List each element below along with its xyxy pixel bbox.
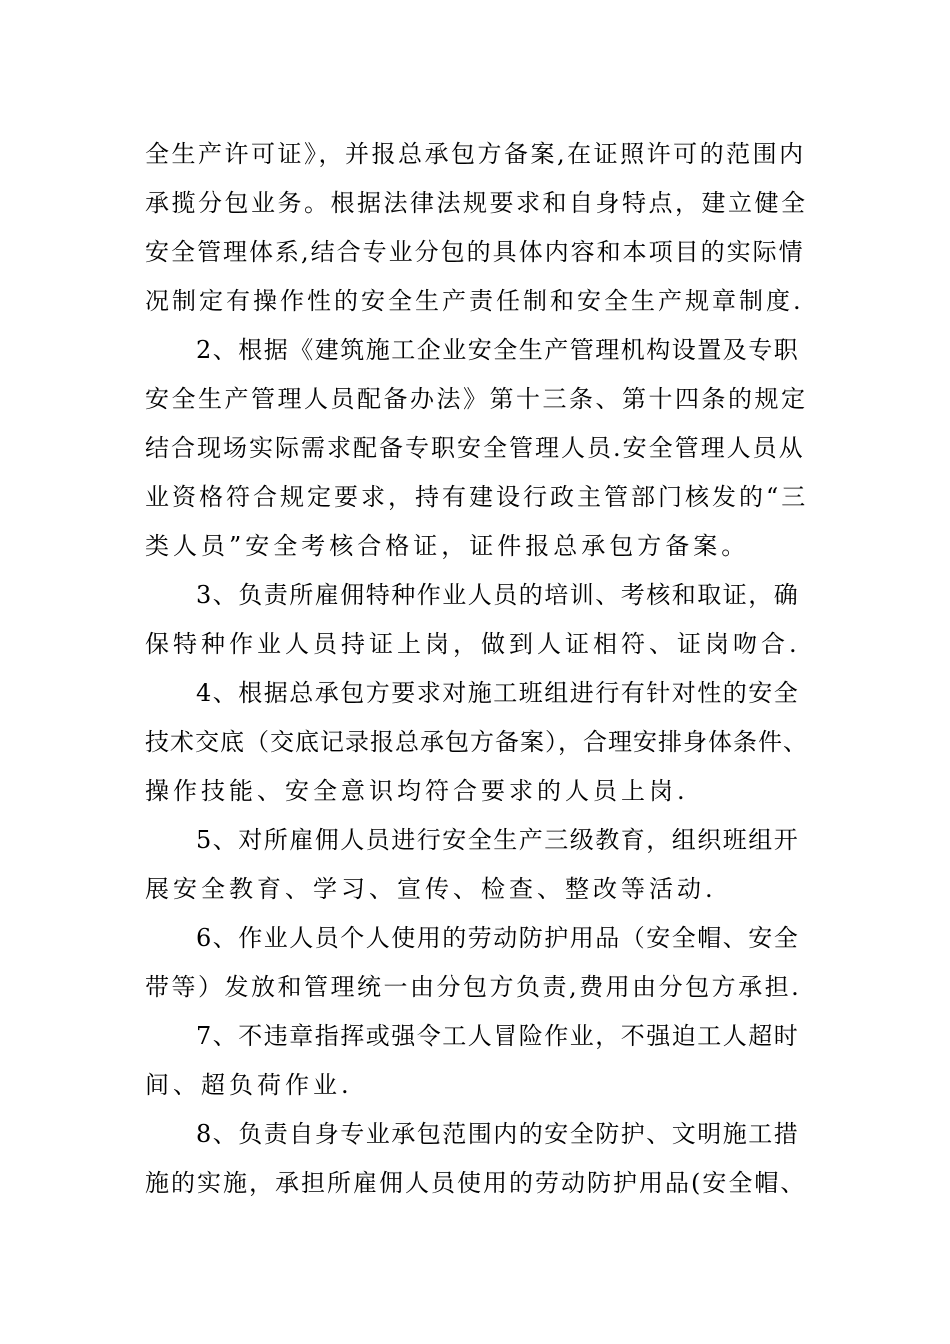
text-line: 3、负责所雇佣特种作业人员的培训、考核和取证，确	[145, 581, 800, 609]
text-line: 技术交底（交底记录报总承包方备案），合理安排身体条件、	[145, 728, 808, 756]
text-line: 施的实施，承担所雇佣人员使用的劳动防护用品(安全帽、	[145, 1169, 807, 1197]
document-body	[145, 130, 810, 1208]
paragraph-4	[145, 669, 810, 816]
paragraph-8	[145, 1110, 810, 1208]
paragraph-1	[145, 130, 810, 326]
text-line: 7、不违章指挥或强令工人冒险作业，不强迫工人超时	[145, 1022, 800, 1050]
text-line: 6、作业人员个人使用的劳动防护用品（安全帽、安全	[145, 924, 800, 952]
text-line: 业资格符合规定要求，持有建设行政主管部门核发的“三	[145, 483, 809, 511]
text-line: 2、根据《建筑施工企业安全生产管理机构设置及专职	[145, 336, 800, 364]
text-line: 结合现场实际需求配备专职安全管理人员.安全管理人员从	[145, 434, 805, 462]
paragraph-7	[145, 1012, 810, 1110]
text-line: 类人员”安全考核合格证，证件报总承包方备案。	[145, 532, 750, 560]
text-line: 4、根据总承包方要求对施工班组进行有针对性的安全	[145, 679, 800, 707]
text-line: 承揽分包业务。根据法律法规要求和自身特点，建立健全	[145, 189, 808, 217]
text-line: 操作技能、安全意识均符合要求的人员上岗.	[145, 777, 689, 805]
text-line: 保特种作业人员持证上岗，做到人证相符、证岗吻合.	[145, 630, 801, 658]
paragraph-5	[145, 816, 810, 914]
text-line: 全生产许可证》，并报总承包方备案,在证照许可的范围内	[145, 140, 806, 168]
text-line: 安全生产管理人员配备办法》第十三条、第十四条的规定	[145, 385, 808, 413]
text-line: 安全管理体系,结合专业分包的具体内容和本项目的实际情	[145, 238, 805, 266]
text-line: 间、超负荷作业.	[145, 1071, 353, 1099]
text-line: 况制定有操作性的安全生产责任制和安全生产规章制度.	[145, 287, 804, 315]
paragraph-6	[145, 914, 810, 1012]
text-line: 8、负责自身专业承包范围内的安全防护、文明施工措	[145, 1120, 800, 1148]
text-line: 带等）发放和管理统一由分包方负责,费用由分包方承担.	[145, 973, 802, 1001]
text-line: 展安全教育、学习、宣传、检查、整改等活动.	[145, 875, 717, 903]
text-line: 5、对所雇佣人员进行安全生产三级教育，组织班组开	[145, 826, 800, 854]
paragraph-3	[145, 571, 810, 669]
paragraph-2	[145, 326, 810, 571]
